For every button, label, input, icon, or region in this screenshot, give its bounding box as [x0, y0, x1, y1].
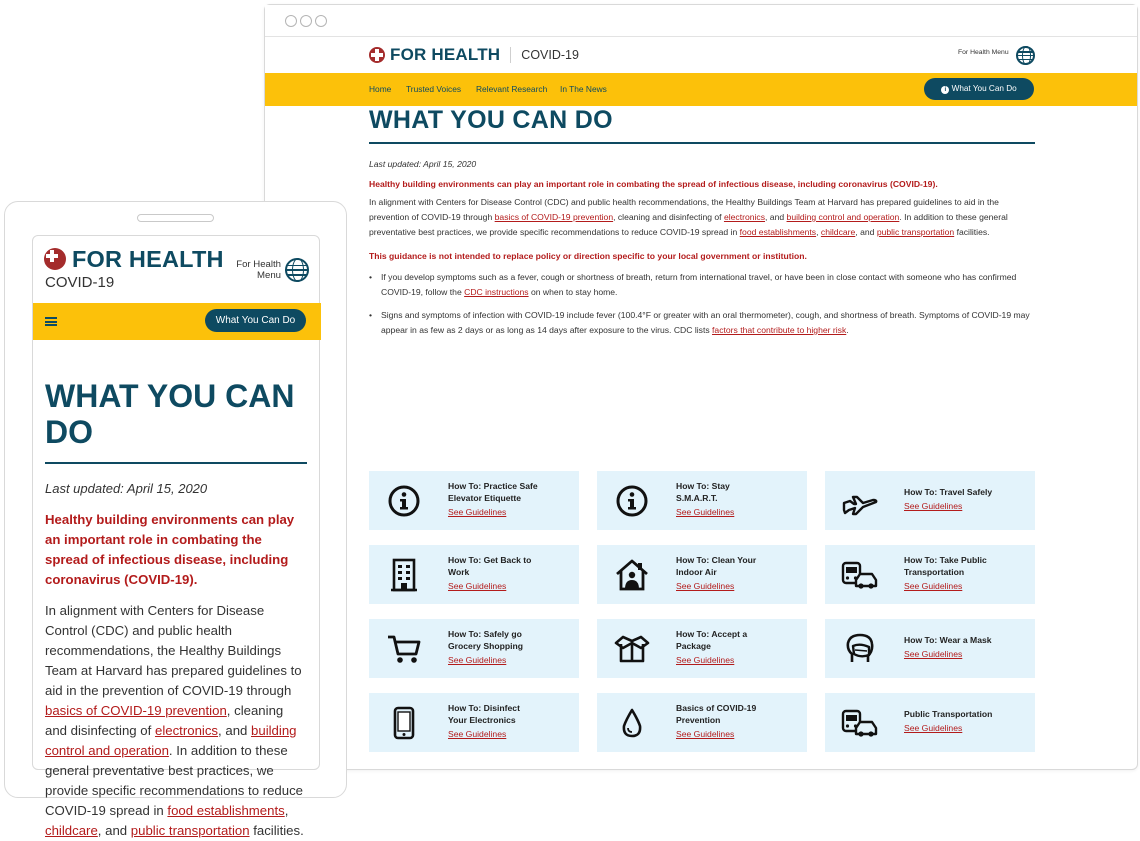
card-public-transportation[interactable] — [825, 693, 1035, 752]
link-food-establishments[interactable]: food establishments — [167, 803, 285, 818]
link-electronics[interactable]: electronics — [723, 212, 766, 222]
window-close-button[interactable] — [285, 15, 297, 27]
mobile-brand-subtitle: COVID-19 — [45, 274, 115, 291]
mobile-last-updated: Last updated: April 15, 2020 — [45, 481, 208, 496]
brand-name: FOR HEALTH — [390, 45, 501, 64]
page-title: WHAT YOU CAN DO — [369, 106, 613, 134]
see-guidelines-link[interactable]: See Guidelines — [448, 507, 507, 517]
mobile-nav — [33, 303, 321, 340]
mask-icon — [843, 632, 877, 666]
card-travel-safely[interactable] — [825, 471, 1035, 530]
mobile-title-rule — [45, 462, 307, 464]
mobile-intro-paragraph: In alignment with Centers for Disease Control (CDC) and public health recommendations, the Healthy Buildings Team at Harvard has prepared guidelines to aid in the prevention of COVID-19 through basics of COVID-19 prevention, cleaning and disinfecting of electronics, and building control and operation. In addition to these general preventative best practices, we provide specific recommendations to reduce COVID-19 spread in food establishments, childcare, and public transportation facilities. — [45, 603, 304, 838]
card-indoor-air[interactable] — [597, 545, 807, 604]
card-title: How To: Stay S.M.A.R.T. — [676, 481, 730, 503]
browser-chrome — [265, 5, 1137, 37]
card-title: How To: Clean Your Indoor Air — [676, 555, 757, 577]
brand-subtitle: COVID-19 — [521, 48, 579, 62]
what-you-can-do-label: What You Can Do — [951, 84, 1017, 93]
card-stay-smart[interactable] — [597, 471, 807, 530]
see-guidelines-link[interactable]: See Guidelines — [448, 655, 507, 665]
list-item: • Signs and symptoms of infection with COVID-19 include fever (100.4°F or greater with an oral thermometer), cough, and shortness of breath. Symptoms of COVID-19 may appear in as few as 2 days or as long as 14 days after exposure to the virus. CDC lists factors that contribute to higher risk. — [369, 308, 1035, 338]
bus-car-icon — [843, 558, 877, 592]
card-title: How To: Practice Safe Elevator Etiquette — [448, 481, 538, 503]
link-cdc-instructions[interactable]: CDC instructions — [464, 287, 529, 297]
link-childcare[interactable]: childcare — [820, 227, 856, 237]
house-person-icon — [615, 558, 649, 592]
mobile-page-title: WHAT YOU CAN DO — [45, 378, 295, 450]
cart-icon — [387, 632, 421, 666]
last-updated: Last updated: April 15, 2020 — [369, 159, 477, 169]
nav-in-the-news[interactable]: In The News — [560, 84, 607, 94]
see-guidelines-link[interactable]: See Guidelines — [676, 729, 735, 739]
droplet-icon — [615, 706, 649, 740]
see-guidelines-link[interactable]: See Guidelines — [448, 581, 507, 591]
see-guidelines-link[interactable]: See Guidelines — [904, 723, 963, 733]
bus-car-icon — [843, 706, 877, 740]
link-public-transportation[interactable]: public transportation — [876, 227, 955, 237]
symptom-list — [369, 270, 1035, 338]
link-basics-prevention[interactable]: basics of COVID-19 prevention — [494, 212, 614, 222]
mobile-device-frame — [4, 201, 347, 838]
card-accept-package[interactable] — [597, 619, 807, 678]
window-minimize-button[interactable] — [300, 15, 312, 27]
nav-home[interactable]: Home — [369, 84, 392, 94]
main-nav — [265, 73, 1137, 106]
guideline-cards-grid — [369, 471, 1035, 752]
nav-relevant-research[interactable]: Relevant Research — [476, 84, 548, 94]
see-guidelines-link[interactable]: See Guidelines — [904, 501, 963, 511]
card-back-to-work[interactable] — [369, 545, 579, 604]
mobile-site-logo[interactable] — [44, 247, 224, 271]
see-guidelines-link[interactable]: See Guidelines — [448, 729, 507, 739]
card-elevator-etiquette[interactable] — [369, 471, 579, 530]
card-title: How To: Accept a Package — [676, 629, 748, 651]
link-food-establishments[interactable]: food establishments — [739, 227, 817, 237]
mobile-what-you-can-do-button[interactable]: What You Can Do — [205, 309, 306, 332]
link-building-control[interactable]: building control and operation — [45, 723, 297, 758]
site-logo[interactable] — [369, 46, 579, 64]
lead-statement: Healthy building environments can play an important role in combating the spread of infectious disease, including coronavirus (COVID-19). — [369, 179, 938, 189]
card-wear-mask[interactable] — [825, 619, 1035, 678]
link-childcare[interactable]: childcare — [45, 823, 98, 838]
card-grocery-shopping[interactable] — [369, 619, 579, 678]
logo-divider — [510, 47, 511, 63]
airplane-icon — [843, 484, 877, 518]
red-cross-icon — [44, 248, 66, 270]
list-item: • If you develop symptoms such as a fever, cough or shortness of breath, return from international travel, or have been in close contact with someone who has confirmed COVID-19, follow the CDC instructions on when to stay home. — [369, 270, 1035, 300]
card-title: How To: Disinfect Your Electronics — [448, 703, 520, 725]
link-higher-risk[interactable]: factors that contribute to higher risk — [712, 325, 847, 335]
info-icon — [615, 484, 649, 518]
see-guidelines-link[interactable]: See Guidelines — [676, 581, 735, 591]
link-electronics[interactable]: electronics — [154, 723, 219, 738]
package-icon — [615, 632, 649, 666]
mobile-main-content — [45, 378, 307, 841]
mobile-brand-name: FOR HEALTH — [72, 245, 224, 272]
info-icon — [387, 484, 421, 518]
link-public-transportation[interactable]: public transportation — [130, 823, 250, 838]
card-title: Basics of COVID-19 Prevention — [676, 703, 757, 725]
device-speaker — [137, 214, 214, 222]
globe-menu-icon[interactable] — [1016, 46, 1035, 65]
desktop-browser-window — [264, 4, 1138, 770]
building-icon — [387, 558, 421, 592]
disclaimer: This guidance is not intended to replace policy or direction specific to your local government or institution. — [369, 251, 807, 261]
site-header — [265, 37, 1137, 73]
what-you-can-do-button[interactable] — [924, 78, 1034, 100]
window-maximize-button[interactable] — [315, 15, 327, 27]
see-guidelines-link[interactable]: See Guidelines — [904, 649, 963, 659]
mobile-menu-label[interactable]: For Health Menu — [236, 259, 281, 281]
card-title: How To: Take Public Transportation — [904, 555, 987, 577]
hamburger-menu-icon[interactable] — [45, 317, 57, 326]
menu-label[interactable]: For Health Menu — [958, 49, 1009, 56]
card-title: Public Transportation — [904, 709, 993, 719]
intro-paragraph: In alignment with Centers for Disease Control (CDC) and public health recommendations, the Healthy Buildings Team at Harvard has prepared guidelines to aid in the prevention of COVID-19 through basics of COVID-19 prevention, cleaning and disinfecting of electronics, and building control and operation. In addition to these general preventative best practices, we provide specific recommendations to reduce COVID-19 spread in food establishments, childcare, and public transportation facilities. — [369, 197, 1008, 237]
red-cross-icon — [369, 47, 385, 63]
card-title: How To: Safely go Grocery Shopping — [448, 629, 523, 651]
card-basics-prevention[interactable] — [597, 693, 807, 752]
card-title: How To: Get Back to Work — [448, 555, 532, 577]
link-basics-prevention[interactable]: basics of COVID-19 prevention — [45, 703, 227, 718]
card-public-transport[interactable] — [825, 545, 1035, 604]
phone-icon — [387, 706, 421, 740]
see-guidelines-link[interactable]: See Guidelines — [904, 581, 963, 591]
title-rule — [369, 142, 1035, 144]
card-disinfect-electronics[interactable] — [369, 693, 579, 752]
card-title: How To: Travel Safely — [904, 487, 993, 497]
mobile-screen — [32, 235, 320, 838]
mobile-lead-statement: Healthy building environments can play an important role in combating the spread of infectious disease, including coronavirus (COVID-19). — [45, 512, 295, 587]
see-guidelines-link[interactable]: See Guidelines — [676, 507, 735, 517]
desktop-main-content — [369, 106, 1035, 338]
link-building-control[interactable]: building control and operation — [786, 212, 900, 222]
mobile-globe-menu-icon[interactable] — [285, 258, 309, 282]
info-icon: i — [941, 86, 949, 94]
nav-trusted-voices[interactable]: Trusted Voices — [406, 84, 462, 94]
see-guidelines-link[interactable]: See Guidelines — [676, 655, 735, 665]
card-title: How To: Wear a Mask — [904, 635, 992, 645]
